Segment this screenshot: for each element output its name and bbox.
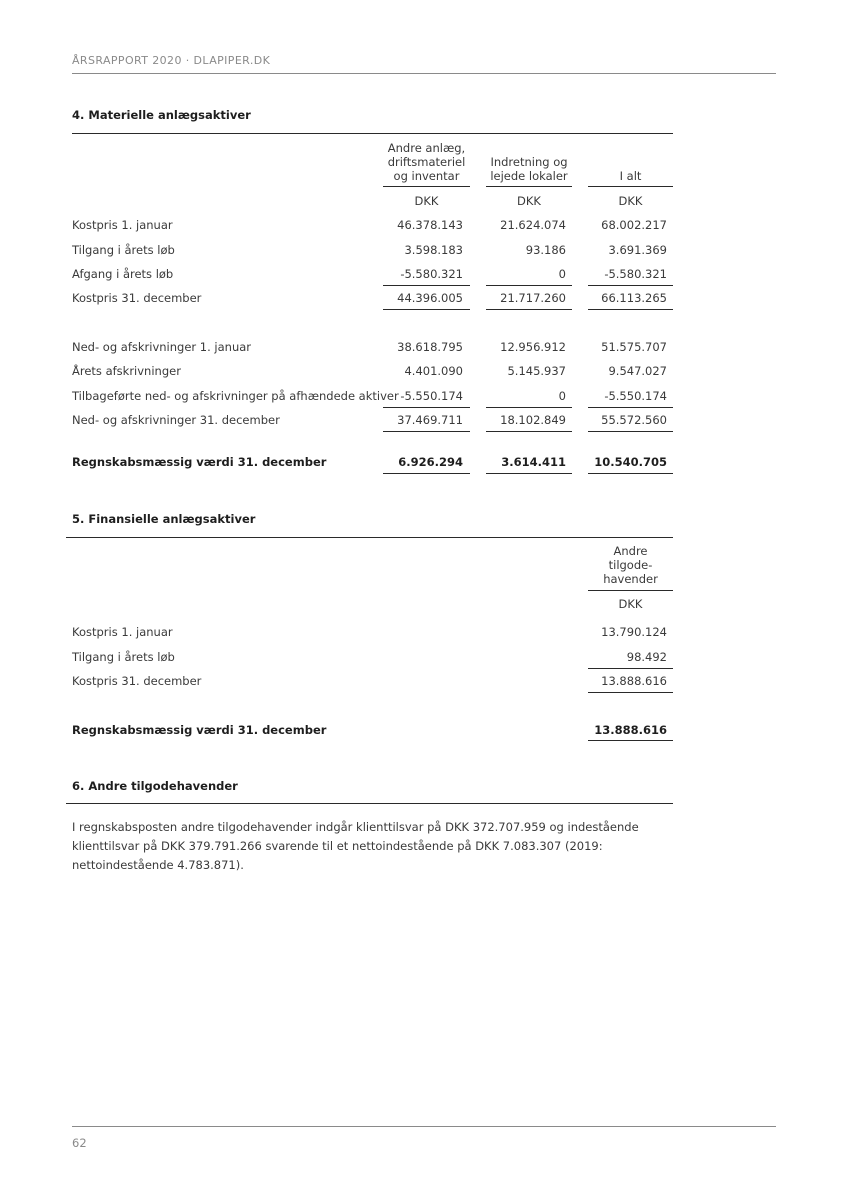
note4-row-label: Årets afskrivninger (72, 364, 181, 378)
note4-row-label: Ned- og afskrivninger 31. december (72, 413, 280, 427)
note4-row-label: Tilbageførte ned- og afskrivninger på afhændede aktiver (72, 389, 399, 403)
subtotal-rule (383, 407, 470, 408)
note5-title: 5. Finansielle anlægsaktiver (72, 512, 256, 526)
note4-row-value: 12.956.912 (500, 340, 566, 354)
subtotal-rule (383, 285, 470, 286)
total-rule (383, 431, 470, 432)
note4-col1-header-rule (383, 186, 470, 187)
note4-row-value: 55.572.560 (601, 413, 667, 427)
note4-row-value: 44.396.005 (397, 291, 463, 305)
note4-row-value: 51.575.707 (601, 340, 667, 354)
note4-total-label: Regnskabsmæssig værdi 31. december (72, 455, 327, 469)
note4-row-label: Kostpris 31. december (72, 291, 202, 305)
note5-row-label: Kostpris 31. december (72, 674, 202, 688)
note4-row-value: 3.691.369 (608, 243, 667, 257)
note4-row-value: 68.002.217 (601, 218, 667, 232)
subtotal-rule (486, 407, 572, 408)
note4-row-value: 18.102.849 (500, 413, 566, 427)
subtotal-rule (588, 285, 673, 286)
note5-row-value: 13.790.124 (601, 625, 667, 639)
note5-total-label: Regnskabsmæssig værdi 31. december (72, 723, 327, 737)
note4-row-label: Kostpris 1. januar (72, 218, 173, 232)
total-rule (588, 740, 673, 741)
note4-row-value: 4.401.090 (404, 364, 463, 378)
note4-row-value: 0 (558, 267, 566, 281)
total-rule (383, 473, 470, 474)
note4-col2-header-rule (486, 186, 572, 187)
note4-total-value: 6.926.294 (398, 455, 463, 469)
note4-row-label: Afgang i årets løb (72, 267, 174, 281)
note4-col2-currency: DKK (517, 194, 541, 208)
page-number: 62 (72, 1136, 87, 1150)
total-rule (588, 431, 673, 432)
note4-row-value: 66.113.265 (601, 291, 667, 305)
note4-row-value: 46.378.143 (397, 218, 463, 232)
note4-row-value: -5.550.174 (604, 389, 667, 403)
note4-col3-header: I alt (619, 169, 642, 183)
note4-row-value: -5.580.321 (604, 267, 667, 281)
subtotal-rule (588, 668, 673, 669)
note5-total-value: 13.888.616 (594, 723, 667, 737)
total-rule (588, 309, 673, 310)
running-header: ÅRSRAPPORT 2020 · DLAPIPER.DK (72, 54, 271, 67)
note4-col1-currency: DKK (414, 194, 439, 208)
note5-row-value: 98.492 (626, 650, 667, 664)
note4-col3-currency: DKK (618, 194, 643, 208)
note4-col2-header: Indretning og lejede lokaler (490, 155, 568, 183)
note4-col1-header: Andre anlæg, driftsmateriel og inventar (387, 141, 466, 183)
total-rule (486, 431, 572, 432)
total-rule (486, 473, 572, 474)
note5-col-currency: DKK (618, 597, 643, 611)
note5-top-rule (66, 537, 673, 538)
note5-col-header-rule (588, 590, 673, 591)
note4-row-value: 3.598.183 (404, 243, 463, 257)
note4-row-value: -5.550.174 (400, 389, 463, 403)
note4-row-value: 21.717.260 (500, 291, 566, 305)
note5-row-label: Kostpris 1. januar (72, 625, 173, 639)
note4-row-value: 93.186 (525, 243, 566, 257)
total-rule (588, 692, 673, 693)
note6-paragraph: I regnskabsposten andre tilgodehavender indgår klienttilsvar på DKK 372.707.959 og indestående klienttilsvar på DKK 379.791.266 svarende til et nettoindestående på DKK 7.083.307 (2019: nettoindestående 4.783.871). (72, 820, 639, 872)
note4-row-value: 21.624.074 (500, 218, 566, 232)
note4-title: 4. Materielle anlægsaktiver (72, 108, 251, 122)
note5-col-header: Andre tilgode- havender (603, 544, 658, 586)
total-rule (486, 309, 572, 310)
note4-row-value: 38.618.795 (397, 340, 463, 354)
note4-row-label: Ned- og afskrivninger 1. januar (72, 340, 252, 354)
note6-title: 6. Andre tilgodehavender (72, 779, 238, 793)
note4-row-label: Tilgang i årets løb (72, 243, 175, 257)
note4-row-value: 9.547.027 (608, 364, 667, 378)
subtotal-rule (588, 407, 673, 408)
note4-top-rule (72, 133, 673, 134)
note6-top-rule (66, 803, 673, 804)
total-rule (588, 473, 673, 474)
note4-row-value: 0 (558, 389, 566, 403)
header-divider (72, 73, 776, 74)
note5-row-value: 13.888.616 (601, 674, 667, 688)
note4-row-value: -5.580.321 (400, 267, 463, 281)
footer-divider (72, 1126, 776, 1127)
note4-col3-header-rule (588, 186, 673, 187)
note4-row-value: 5.145.937 (507, 364, 566, 378)
note4-total-value: 10.540.705 (594, 455, 667, 469)
note5-row-label: Tilgang i årets løb (72, 650, 175, 664)
note4-total-value: 3.614.411 (501, 455, 566, 469)
note4-row-value: 37.469.711 (397, 413, 463, 427)
subtotal-rule (486, 285, 572, 286)
total-rule (383, 309, 470, 310)
